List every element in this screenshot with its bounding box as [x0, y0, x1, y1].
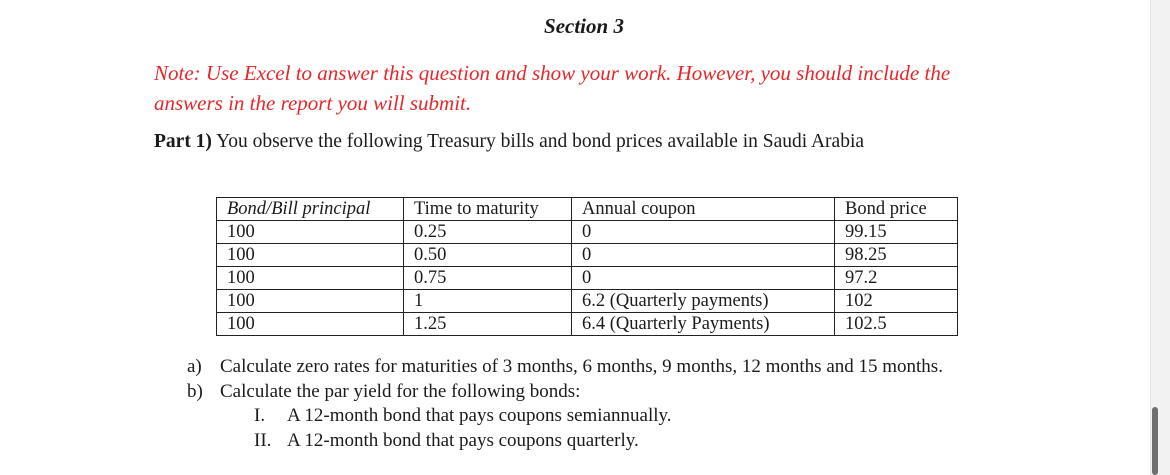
scrollbar-track[interactable]	[1150, 0, 1170, 475]
cell-coupon: 0	[572, 221, 835, 244]
question-b-label: b)	[187, 381, 203, 402]
question-b-i-label: I.	[254, 405, 266, 426]
cell-principal: 100	[217, 244, 404, 267]
section-title: Section 3	[544, 14, 624, 38]
header-price: Bond price	[835, 198, 958, 221]
cell-principal: 100	[217, 267, 404, 290]
header-coupon: Annual coupon	[572, 198, 835, 221]
table-header-row	[217, 198, 958, 221]
bond-price-table	[216, 197, 958, 336]
cell-price: 97.2	[835, 267, 958, 290]
table-row	[217, 290, 958, 313]
header-maturity: Time to maturity	[404, 198, 572, 221]
cell-principal: 100	[217, 221, 404, 244]
part-1-label: Part 1)	[154, 131, 212, 152]
header-principal: Bond/Bill principal	[217, 198, 404, 221]
question-b-ii	[254, 430, 639, 452]
cell-price: 98.25	[835, 244, 958, 267]
cell-coupon: 6.2 (Quarterly payments)	[572, 290, 835, 313]
cell-price: 99.15	[835, 221, 958, 244]
question-b	[187, 380, 580, 404]
question-b-ii-text: A 12-month bond that pays coupons quarterly.	[287, 430, 639, 451]
cell-principal: 100	[217, 290, 404, 313]
table-row	[217, 244, 958, 267]
excel-note-line-2: answers in the report you will submit.	[154, 91, 472, 115]
question-b-text: Calculate the par yield for the following bonds:	[220, 381, 581, 402]
table-row	[217, 221, 958, 244]
cell-maturity: 0.50	[404, 244, 572, 267]
question-a-label: a)	[187, 356, 202, 377]
scrollbar-thumb[interactable]	[1152, 407, 1158, 475]
cell-maturity: 1.25	[404, 313, 572, 336]
question-b-i-text: A 12-month bond that pays coupons semiannually.	[287, 405, 672, 426]
table-row	[217, 267, 958, 290]
excel-note	[154, 58, 1054, 118]
part-1-text: You observe the following Treasury bills and bond prices available in Saudi Arabia	[211, 131, 865, 152]
cell-maturity: 0.75	[404, 267, 572, 290]
question-a-text: Calculate zero rates for maturities of 3 months, 6 months, 9 months, 12 months and 15 months.	[220, 356, 943, 377]
cell-principal: 100	[217, 313, 404, 336]
question-b-ii-label: II.	[254, 430, 272, 451]
cell-coupon: 0	[572, 244, 835, 267]
cell-coupon: 0	[572, 267, 835, 290]
table-row	[217, 313, 958, 336]
cell-maturity: 0.25	[404, 221, 572, 244]
cell-maturity: 1	[404, 290, 572, 313]
part-1-intro	[154, 131, 864, 153]
cell-price: 102.5	[835, 313, 958, 336]
cell-coupon: 6.4 (Quarterly Payments)	[572, 313, 835, 336]
question-b-i	[254, 405, 672, 427]
question-a	[187, 355, 943, 379]
excel-note-line-1: Note: Use Excel to answer this question and show your work. However, you should include the	[154, 61, 951, 85]
cell-price: 102	[835, 290, 958, 313]
